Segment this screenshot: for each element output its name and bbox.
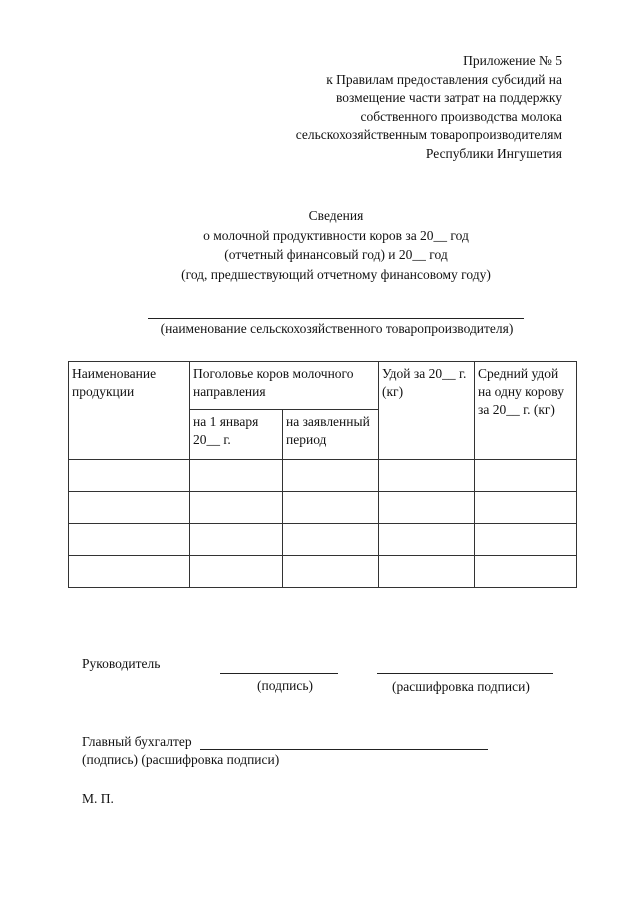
appendix-line: Приложение № 5 bbox=[463, 53, 562, 68]
appendix-line: к Правилам предоставления субсидий на bbox=[326, 71, 562, 87]
title-line: (отчетный финансовый год) и 20__ год bbox=[224, 247, 448, 262]
head-label: Руководитель bbox=[82, 656, 161, 671]
stamp-place: М. П. bbox=[82, 791, 114, 806]
table-row bbox=[69, 460, 577, 492]
header-herd: Поголовье коров молочного направления bbox=[190, 362, 379, 410]
table-cell[interactable] bbox=[190, 460, 283, 492]
appendix-line: возмещение части затрат на поддержку bbox=[336, 90, 562, 106]
head-decode-line[interactable] bbox=[377, 673, 553, 674]
header-herd-jan: на 1 января 20__ г. bbox=[190, 410, 283, 460]
header-product: Наименование продукции bbox=[69, 362, 190, 460]
table-cell[interactable] bbox=[283, 556, 379, 588]
header-herd-period: на заявленный период bbox=[283, 410, 379, 460]
table-cell[interactable] bbox=[379, 492, 475, 524]
table-cell[interactable] bbox=[475, 524, 577, 556]
head-signature-line[interactable] bbox=[220, 673, 338, 674]
table-cell[interactable] bbox=[475, 460, 577, 492]
table-cell[interactable] bbox=[379, 556, 475, 588]
accountant-caption: (подпись) (расшифровка подписи) bbox=[82, 752, 280, 767]
header-yield: Удой за 20__ г. (кг) bbox=[379, 362, 475, 460]
accountant-signature-line[interactable] bbox=[200, 749, 488, 750]
table-cell[interactable] bbox=[69, 492, 190, 524]
table-cell[interactable] bbox=[190, 556, 283, 588]
head-signature-caption: (подпись) bbox=[257, 678, 314, 693]
table-cell[interactable] bbox=[475, 556, 577, 588]
appendix-line: сельскохозяйственным товаропроизводителям bbox=[295, 127, 562, 143]
head-decode-caption: (расшифровка подписи) bbox=[392, 679, 530, 694]
table-cell[interactable] bbox=[283, 460, 379, 492]
table-row bbox=[69, 492, 577, 524]
table-cell[interactable] bbox=[379, 524, 475, 556]
title-line: (год, предшествующий отчетному финансовому году) bbox=[181, 266, 491, 282]
accountant-label: Главный бухгалтер bbox=[82, 734, 192, 749]
appendix-line: собственного производства молока bbox=[360, 108, 562, 124]
table-cell[interactable] bbox=[69, 524, 190, 556]
table-row bbox=[69, 524, 577, 556]
table-cell[interactable] bbox=[283, 492, 379, 524]
table-cell[interactable] bbox=[69, 460, 190, 492]
table-cell[interactable] bbox=[283, 524, 379, 556]
header-avg-yield: Средний удой на одну корову за 20__ г. (кг) bbox=[475, 362, 577, 460]
producer-name-line[interactable] bbox=[148, 318, 524, 319]
appendix-header bbox=[296, 52, 562, 164]
table-cell[interactable] bbox=[190, 524, 283, 556]
table-cell[interactable] bbox=[190, 492, 283, 524]
document-title bbox=[0, 206, 640, 284]
title-line: о молочной продуктивности коров за 20__ год bbox=[203, 227, 469, 243]
productivity-table bbox=[68, 361, 577, 588]
table-row bbox=[69, 556, 577, 588]
table-cell[interactable] bbox=[475, 492, 577, 524]
table-cell[interactable] bbox=[379, 460, 475, 492]
appendix-line: Республики Ингушетия bbox=[425, 145, 562, 161]
title-line: Сведения bbox=[308, 208, 364, 223]
table-header-row bbox=[69, 362, 577, 410]
producer-name-caption: (наименование сельскохозяйственного товаропроизводителя) bbox=[160, 321, 514, 336]
table-cell[interactable] bbox=[69, 556, 190, 588]
